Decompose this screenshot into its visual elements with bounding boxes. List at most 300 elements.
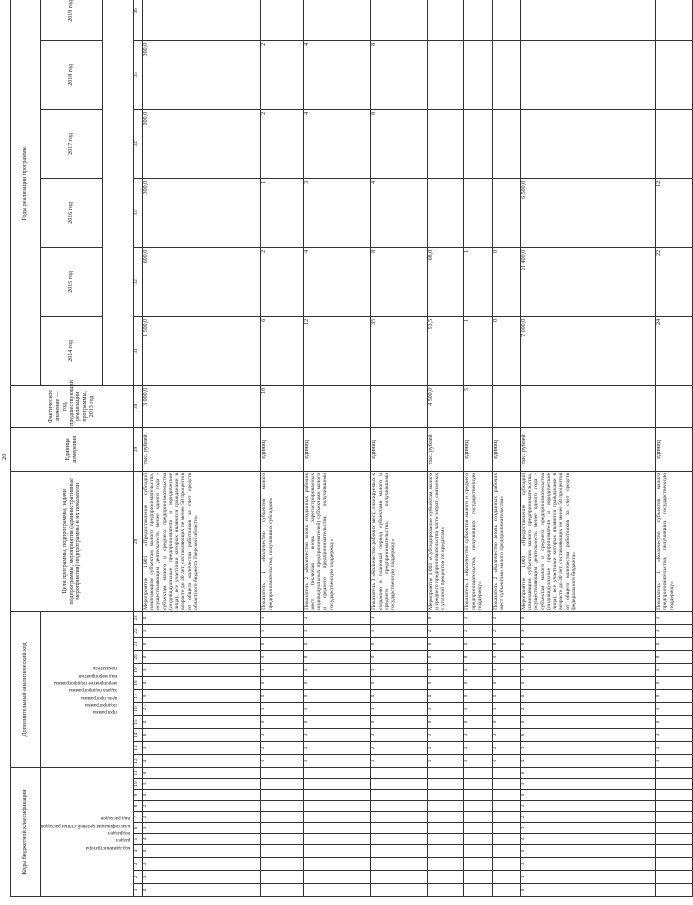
column-number: 12 [133,755,142,768]
code-cell: 1 [303,755,371,768]
year-value-cell: 300,0 [142,178,260,247]
code-cell: 0 [427,651,464,664]
code-cell: 3 [371,729,427,742]
code-col-admin: код администратора [85,844,131,851]
column-number: 34 [133,109,142,178]
year-value-cell: 8 [371,40,427,109]
year-value-cell [492,40,520,109]
table-row [261,0,303,897]
code-cell: 3 [142,858,260,871]
code-cell: 0 [520,768,655,779]
fact-value-cell: 5 [464,385,492,427]
column-number: 18 [133,677,142,690]
code-cell: 1 [303,664,371,677]
code-cell: 2 [142,703,260,716]
code-cell [427,768,464,779]
column-number: 16 [133,703,142,716]
code-cell: 0 [303,716,371,729]
year-value-cell: 0 [492,316,520,385]
year-value-cell: 2 [261,109,303,178]
code-cell: 0 [261,651,303,664]
code-cell: 0 [427,716,464,729]
code-cell [427,812,464,823]
code-cell [656,845,693,858]
code-cell [303,884,371,897]
add-col-kind: вид мероприятия [79,672,117,679]
code-cell: 0 [464,638,492,651]
code-cell: 1 [492,703,520,716]
code-cell: 1 [520,871,655,884]
code-cell: 3 [656,729,693,742]
code-cell: 0 [261,638,303,651]
year-value-cell: 35 [371,316,427,385]
column-number: 11 [133,768,142,779]
code-cell: 1 [303,703,371,716]
year-value-cell: 300,0 [142,109,260,178]
code-cell: 0 [142,690,260,703]
code-cell: 2 [303,742,371,755]
column-number: 15 [133,716,142,729]
code-cell: 2 [520,812,655,823]
code-cell: 1 [492,755,520,768]
code-cell: 0 [520,716,655,729]
year-value-cell: 4 [371,178,427,247]
add-col-subprogram: подпрограмма [85,701,117,708]
code-cell [427,884,464,897]
code-cell: 1 [142,664,260,677]
code-cell: 4 [142,834,260,845]
unit-cell: единиц [492,427,520,471]
code-cell [303,801,371,812]
code-cell: 1 [142,823,260,834]
code-cell: 2 [492,742,520,755]
code-cell [464,790,492,801]
code-cell: 2 [427,742,464,755]
code-cell [427,845,464,858]
table-row [464,0,492,897]
code-cell [427,834,464,845]
column-number: 3 [133,858,142,871]
code-cell: 3 [656,625,693,638]
year-value-cell [656,109,693,178]
code-cell: 0 [427,611,464,624]
add-col-event: мероприятие подпрограммы [54,680,117,687]
code-cell: 1 [520,779,655,790]
code-cell: 0 [656,651,693,664]
year-value-cell: 3 [303,178,371,247]
code-cell: 0 [427,690,464,703]
column-number: 14 [133,729,142,742]
year-value-cell [464,109,492,178]
code-cell: 0 [427,677,464,690]
program-item-text: Показатель 1 «Количество субъектов малого и среднего предпринимательства, получивших государственную поддержку» [464,471,492,611]
fact-value-cell: 10 [261,385,303,427]
program-item-text: Показатель 2 «Количество вновь созданных рабочих мест субъектами малого предпринимательства» [492,471,520,611]
code-col-razdel: раздел [115,837,131,844]
code-cell [656,812,693,823]
code-cell: 1 [427,703,464,716]
code-cell [464,871,492,884]
code-cell [303,871,371,884]
code-cell: 1 [427,755,464,768]
code-cell: 0 [464,716,492,729]
year-value-cell [464,0,492,40]
code-cell: 3 [520,858,655,871]
code-cell: 1 [261,703,303,716]
year-value-cell [427,178,464,247]
year-value-cell [656,40,693,109]
code-cell: 0 [371,651,427,664]
program-item-text: Мероприятие 1.003 «Предоставление субсидий начинающим субъектам малого предпринимательства, осуществляющим деятельность менее одного года - субъектам малого и среднего предпринимательства (индивидуальные предприниматели и юридические лица), все участники которых являются гражданами в возрасте до 30 лет, составляющих не менее 50 процентов от общего количества работников за счет средств федерального бюджета» [520,471,655,611]
unit-cell: единиц [261,427,303,471]
code-cell [371,884,427,897]
column-number: 29 [133,427,142,471]
code-cell [656,858,693,871]
code-cell [464,858,492,871]
code-cell: 1 [464,611,492,624]
code-cell [371,779,427,790]
code-cell [261,884,303,897]
code-cell [492,790,520,801]
code-cell [261,790,303,801]
code-cell [427,801,464,812]
code-cell [371,768,427,779]
year-value-cell: 22 [656,247,693,316]
code-col-podrazdel: подраздел [107,829,131,836]
code-cell: 0 [492,690,520,703]
code-cell: 2 [464,625,492,638]
code-cell [656,823,693,834]
fact-value-cell [520,385,655,427]
code-cell [656,768,693,779]
code-cell: 2 [520,703,655,716]
code-cell: 0 [142,884,260,897]
table-row [371,0,427,897]
code-cell [464,884,492,897]
code-cell [427,779,464,790]
code-cell [464,768,492,779]
code-cell: 1 [261,664,303,677]
code-cell: 1 [261,755,303,768]
years-group-header: Годы реализации программы [11,0,41,385]
code-cell: 1 [492,664,520,677]
code-cell: 1 [371,664,427,677]
column-number: 35 [133,40,142,109]
code-cell: 3 [520,625,655,638]
code-cell: 0 [142,651,260,664]
unit-cell: тыс. рублей [520,427,655,471]
code-cell [656,790,693,801]
code-cell [464,845,492,858]
code-cell: 0 [371,716,427,729]
code-cell: 0 [492,638,520,651]
year-value-cell: 6 500,0 [520,178,655,247]
code-cell: 2 [142,801,260,812]
code-cell: 2 [492,611,520,624]
code-cell [492,823,520,834]
column-number: 22 [133,625,142,638]
code-cell: 0 [492,716,520,729]
code-cell [464,823,492,834]
code-cell [303,779,371,790]
year-value-cell [656,0,693,40]
year-value-cell: 12 [656,178,693,247]
code-cell [464,801,492,812]
code-cell: 0 [492,677,520,690]
code-cell [371,871,427,884]
fact-value-cell: 4 500,0 [427,385,464,427]
code-cell [427,858,464,871]
code-cell: 0 [520,677,655,690]
code-cell: 0 [303,690,371,703]
year-value-cell: 600,0 [142,247,260,316]
code-cell: 0 [656,716,693,729]
code-cell [656,834,693,845]
column-number: 8 [133,801,142,812]
code-cell: 2 [427,625,464,638]
code-cell: 1 [520,664,655,677]
unit-cell: единиц [371,427,427,471]
code-cell [303,812,371,823]
year-value-cell: 8 [371,109,427,178]
code-cell: 8 [520,729,655,742]
code-cell [261,779,303,790]
code-cell [427,823,464,834]
year-value-cell [427,0,464,40]
code-cell [303,858,371,871]
year-2017-header: 2017 год [41,109,103,178]
group-add-header: Дополнительный аналитический код [11,611,41,767]
code-cell: 0 [520,884,655,897]
code-cell: 0 [142,638,260,651]
unit-cell: тыс. рублей [427,427,464,471]
year-value-cell [492,178,520,247]
code-cell [492,801,520,812]
code-cell [656,884,693,897]
year-value-cell [464,178,492,247]
year-value-cell: 68,0 [427,247,464,316]
column-number: 28 [133,471,142,611]
program-item-text: Показатель 1 «Количество субъектов малого предпринимательства, получивших субсидию» [261,471,303,611]
code-cell [261,768,303,779]
code-cell: 2 [492,625,520,638]
column-number: 32 [133,247,142,316]
column-number: 20 [133,651,142,664]
fact-value-cell [492,385,520,427]
column-number: 36 [133,0,142,40]
unit-cell: единиц [656,427,693,471]
program-item-text: Показатель 1 «Количество субъектов малого предпринимательства, получивших государственную поддержку» [656,471,693,611]
code-cell: 1 [303,625,371,638]
column-number: 2 [133,871,142,884]
fact-value-cell [303,385,371,427]
code-cell: 0 [303,638,371,651]
year-2014-header: 2014 год [41,316,103,385]
year-2016-header: 2016 год [41,178,103,247]
column-numbers-row [133,0,142,897]
code-cell: 1 [371,703,427,716]
code-subheaders [41,768,134,897]
code-cell [303,845,371,858]
code-cell: 0 [142,845,260,858]
year-value-cell: 12 [303,316,371,385]
code-cell [371,801,427,812]
code-cell: 3 [303,729,371,742]
fact-value-cell [656,385,693,427]
year-value-cell [464,40,492,109]
column-number: 5 [133,834,142,845]
table-row [303,0,371,897]
code-cell [371,790,427,801]
code-cell: 3 [427,729,464,742]
code-cell: 1 [520,823,655,834]
code-cell: 2 [371,742,427,755]
code-cell: 2 [261,742,303,755]
code-cell: 0 [261,677,303,690]
year-value-cell: 1 [464,316,492,385]
code-cell: 1 [261,625,303,638]
code-cell [371,812,427,823]
code-cell [492,871,520,884]
table-row [142,0,260,897]
year-value-cell: 1 [261,178,303,247]
table-row [427,0,464,897]
code-cell: 1 [142,779,260,790]
code-cell: 1 [142,871,260,884]
page-number: 20 [1,453,8,460]
unit-cell: тыс. рублей [142,427,260,471]
code-cell: 1 [142,742,260,755]
year-value-cell [427,40,464,109]
column-number: 33 [133,178,142,247]
code-cell: 0 [656,690,693,703]
code-cell: 0 [371,690,427,703]
code-cell: 0 [656,677,693,690]
code-cell: 0 [520,845,655,858]
code-cell [371,858,427,871]
code-cell [656,779,693,790]
years-spacer [102,0,133,385]
program-table-body [142,0,692,897]
code-cell: 3 [464,729,492,742]
add-col-program: программа [93,709,117,716]
column-number: 31 [133,316,142,385]
table-row [520,0,655,897]
code-cell: 0 [520,790,655,801]
code-cell: 0 [371,677,427,690]
column-number: 9 [133,790,142,801]
code-cell: 2 [520,801,655,812]
code-cell: 2 [303,611,371,624]
code-cell: 0 [142,716,260,729]
year-value-cell: 4 [303,247,371,316]
code-cell [656,871,693,884]
code-cell [261,801,303,812]
code-cell: 0 [371,638,427,651]
year-value-cell: 300,0 [142,40,260,109]
code-cell: 0 [492,651,520,664]
code-cell: 0 [656,638,693,651]
code-cell: 0 [520,651,655,664]
year-value-cell [261,0,303,40]
code-cell [492,768,520,779]
code-cell [464,812,492,823]
code-cell [261,858,303,871]
code-cell: 1 [520,742,655,755]
code-cell [492,845,520,858]
code-cell: 0 [520,611,655,624]
year-value-cell [520,0,655,40]
code-cell [492,858,520,871]
code-cell: 0 [464,677,492,690]
code-cell: 0 [303,651,371,664]
year-value-cell [142,0,260,40]
column-number: 30 [133,385,142,427]
year-value-cell [492,109,520,178]
program-item-text: Показатель 3 «Количество рабочих мест, планируемых к созданию в плановый период субъектами малого и среднего предпринимательства, получившими государственную поддержку» [371,471,427,611]
column-number: 1 [133,884,142,897]
fact-header: Фактическое значение — год, предшествующий реализации программы, 2013 год [11,385,134,427]
code-cell: 0 [520,690,655,703]
code-cell: 4 [520,834,655,845]
code-cell: 2 [142,812,260,823]
code-cell [261,823,303,834]
code-cell [261,834,303,845]
year-2018-header: 2018 год [41,40,103,109]
year-value-cell: 24 [656,316,693,385]
year-value-cell [371,0,427,40]
group-code-header: Коды бюджетной классификации [11,768,41,897]
code-cell [492,884,520,897]
code-cell [492,812,520,823]
column-number: 23 [133,611,142,624]
column-number: 17 [133,690,142,703]
add-subheaders [41,611,134,767]
column-number: 19 [133,664,142,677]
fact-value-cell: 3 000,0 [142,385,260,427]
unit-header: Единица измерения [11,427,134,471]
table-row [656,0,693,897]
year-value-cell: 0 [492,247,520,316]
year-value-cell: 7 000,0 [520,316,655,385]
year-value-cell: 8 [371,247,427,316]
code-cell: 1 [371,755,427,768]
year-2019-header: 2019 год [41,0,103,40]
code-cell [371,845,427,858]
code-cell [261,845,303,858]
year-value-cell [303,0,371,40]
code-cell [371,823,427,834]
code-cell: 2 [656,742,693,755]
unit-cell: единиц [303,427,371,471]
code-cell [427,790,464,801]
fact-value-cell [371,385,427,427]
code-cell: 3 [492,729,520,742]
code-col-csr: классификация целевой статьи расходов [41,822,131,829]
code-cell: 0 [520,638,655,651]
program-table [10,0,693,897]
code-cell: 0 [303,677,371,690]
code-cell: 1 [656,755,693,768]
unit-cell: единиц [464,427,492,471]
year-value-cell [520,40,655,109]
code-cell: 1 [464,664,492,677]
code-cell: 1 [656,664,693,677]
year-value-cell: 6 [261,316,303,385]
code-cell: 1 [656,611,693,624]
add-col-task: задача подпрограммы [68,687,117,694]
code-cell [464,834,492,845]
